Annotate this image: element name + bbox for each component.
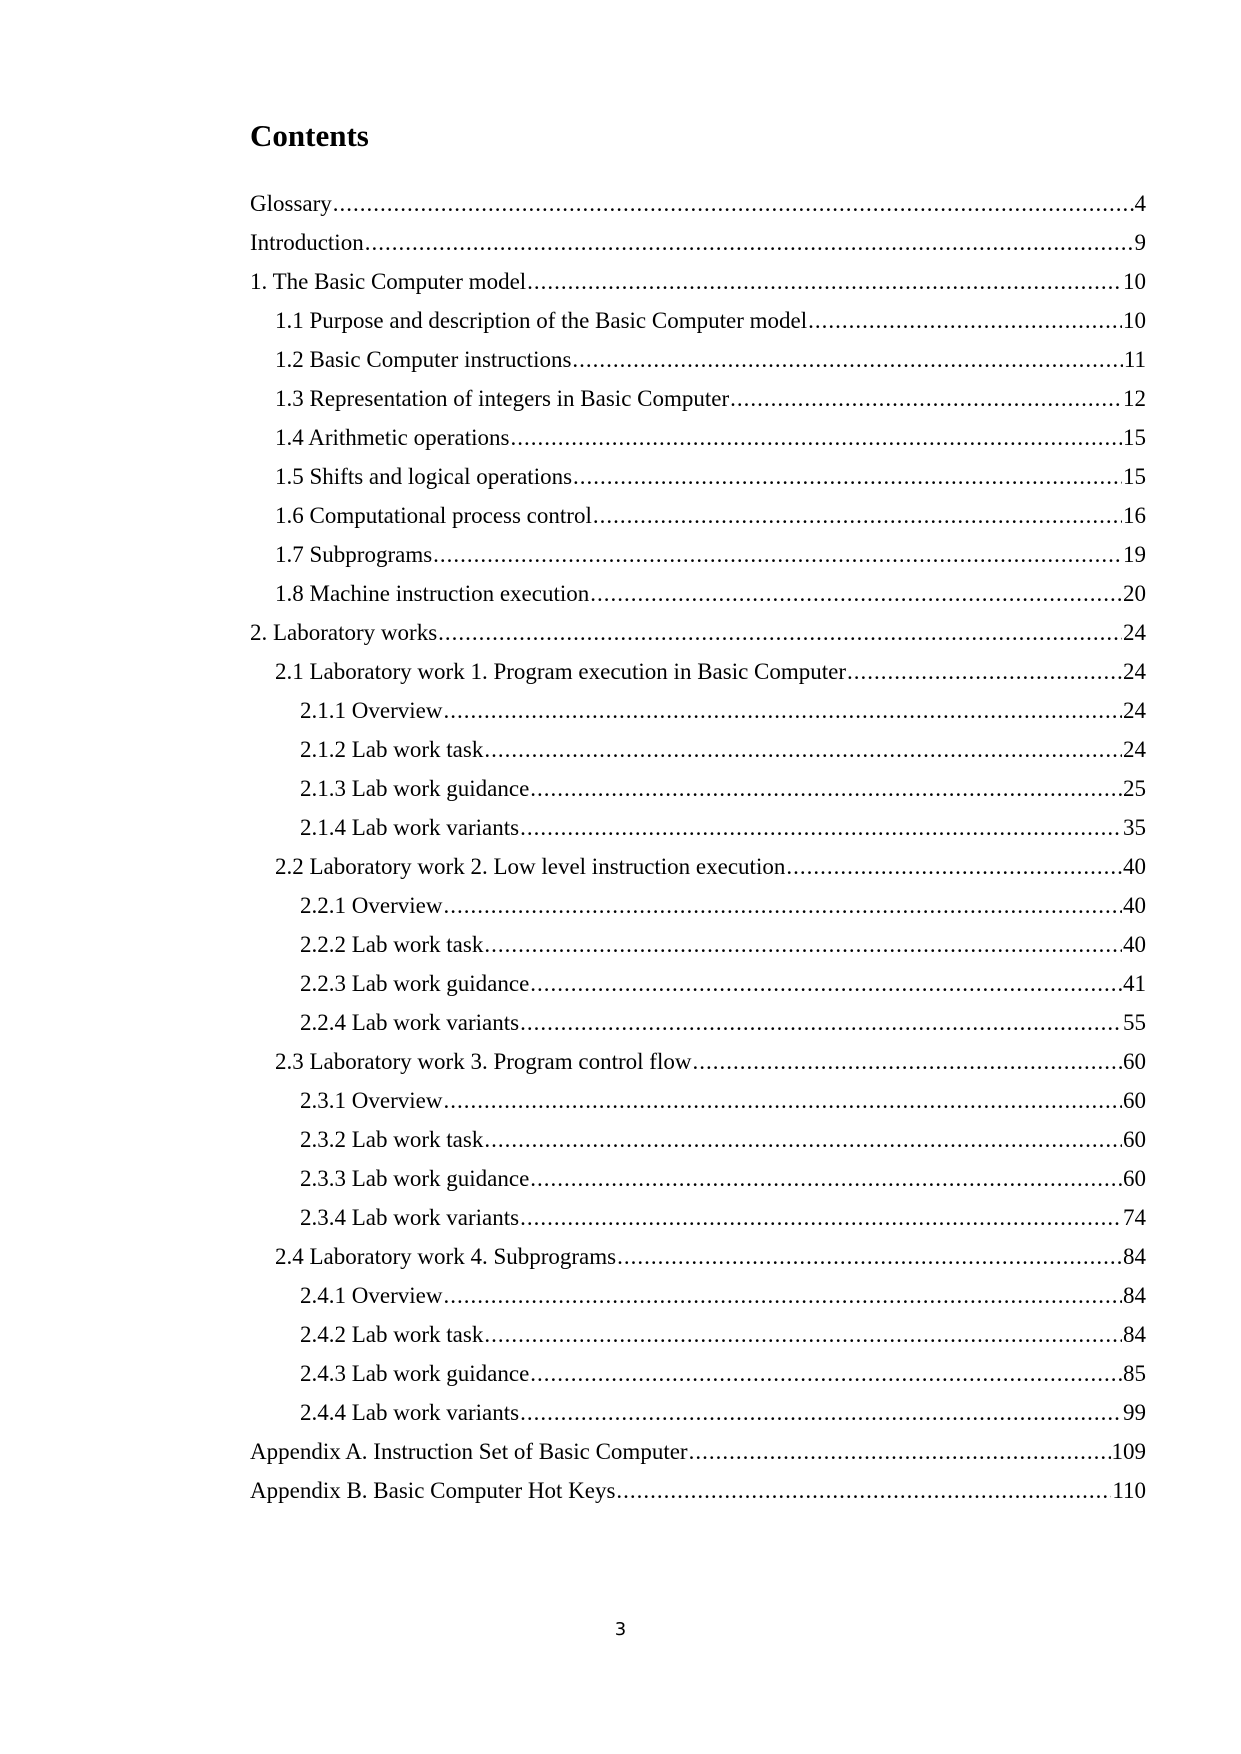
toc-entry[interactable] (250, 925, 1146, 964)
toc-entry-label: 2.3.2 Lab work task (300, 1127, 484, 1152)
page-title: Contents (250, 118, 369, 153)
toc-dot-leader (692, 1042, 1122, 1081)
toc-entry[interactable] (250, 886, 1146, 925)
toc-dot-leader (530, 1159, 1122, 1198)
toc-entry-label: 2.1.3 Lab work guidance (300, 776, 530, 801)
toc-entry-label: 2.4.4 Lab work variants (300, 1400, 520, 1425)
toc-entry-page-number: 60 (1123, 1127, 1146, 1152)
toc-entry[interactable] (250, 808, 1146, 847)
toc-dot-leader (689, 1432, 1111, 1471)
toc-entry[interactable] (250, 535, 1146, 574)
toc-entry-label: 2.2.2 Lab work task (300, 932, 484, 957)
toc-dot-leader (520, 1003, 1122, 1042)
toc-entry-label: 1.8 Machine instruction execution (275, 581, 590, 606)
toc-entry-label: 2.2.3 Lab work guidance (300, 971, 530, 996)
toc-entry-page-number: 40 (1123, 893, 1146, 918)
toc-entry-page-number: 24 (1123, 659, 1146, 684)
toc-dot-leader (617, 1237, 1122, 1276)
page-number: 3 (614, 1619, 627, 1640)
toc-dot-leader (572, 340, 1122, 379)
toc-dot-leader (530, 964, 1122, 1003)
toc-dot-leader (520, 808, 1122, 847)
toc-entry-page-number: 4 (1134, 191, 1146, 216)
toc-entry[interactable] (250, 769, 1146, 808)
toc-entry[interactable] (250, 496, 1146, 535)
toc-entry-page-number: 25 (1123, 776, 1146, 801)
toc-entry[interactable] (250, 223, 1146, 262)
toc-entry[interactable] (250, 1315, 1146, 1354)
toc-entry[interactable] (250, 730, 1146, 769)
toc-entry[interactable] (250, 184, 1146, 223)
toc-entry[interactable] (250, 613, 1146, 652)
toc-entry[interactable] (250, 1432, 1146, 1471)
toc-dot-leader (438, 613, 1122, 652)
toc-entry-page-number: 41 (1123, 971, 1146, 996)
toc-entry-label: 2.4.3 Lab work guidance (300, 1361, 530, 1386)
toc-entry-page-number: 60 (1123, 1088, 1146, 1113)
toc-entry-page-number: 12 (1123, 386, 1146, 411)
toc-dot-leader (484, 1120, 1122, 1159)
toc-entry-label: 2.1 Laboratory work 1. Program execution in Basic Computer (275, 659, 847, 684)
toc-entry-page-number: 84 (1123, 1283, 1146, 1308)
toc-entry-page-number: 9 (1134, 230, 1146, 255)
toc-entry[interactable] (250, 691, 1146, 730)
toc-entry-label: 2.3.3 Lab work guidance (300, 1166, 530, 1191)
toc-entry-label: 2.4.1 Overview (300, 1283, 443, 1308)
toc-entry[interactable] (250, 1276, 1146, 1315)
toc-entry-page-number: 74 (1123, 1205, 1146, 1230)
toc-entry-label: 2.2.4 Lab work variants (300, 1010, 520, 1035)
toc-entry-page-number: 40 (1123, 932, 1146, 957)
toc-entry-page-number: 10 (1123, 269, 1146, 294)
toc-entry-label: Glossary (250, 191, 332, 216)
toc-entry-page-number: 110 (1112, 1478, 1146, 1503)
toc-entry-page-number: 16 (1123, 503, 1146, 528)
toc-entry[interactable] (250, 379, 1146, 418)
toc-dot-leader (520, 1393, 1122, 1432)
toc-dot-leader (530, 769, 1122, 808)
toc-dot-leader (593, 496, 1122, 535)
toc-entry-label: 1. The Basic Computer model (250, 269, 527, 294)
toc-dot-leader (730, 379, 1122, 418)
toc-dot-leader (616, 1471, 1111, 1510)
toc-entry-label: 2.3.4 Lab work variants (300, 1205, 520, 1230)
toc-entry-label: 2.1.4 Lab work variants (300, 815, 520, 840)
toc-dot-leader (527, 262, 1122, 301)
toc-entry[interactable] (250, 574, 1146, 613)
toc-entry-page-number: 60 (1123, 1166, 1146, 1191)
toc-entry-label: 1.1 Purpose and description of the Basic Computer model (275, 308, 808, 333)
toc-entry-page-number: 19 (1123, 542, 1146, 567)
toc-entry[interactable] (250, 1159, 1146, 1198)
toc-dot-leader (786, 847, 1122, 886)
toc-entry[interactable] (250, 1003, 1146, 1042)
toc-entry-page-number: 24 (1123, 698, 1146, 723)
toc-entry-label: Appendix A. Instruction Set of Basic Computer (250, 1439, 688, 1464)
toc-entry[interactable] (250, 847, 1146, 886)
toc-entry-page-number: 11 (1123, 347, 1146, 372)
toc-entry-page-number: 20 (1123, 581, 1146, 606)
toc-entry-page-number: 24 (1123, 737, 1146, 762)
toc-entry-page-number: 55 (1123, 1010, 1146, 1035)
toc-entry[interactable] (250, 1237, 1146, 1276)
toc-entry[interactable] (250, 301, 1146, 340)
toc-entry[interactable] (250, 964, 1146, 1003)
toc-entry-page-number: 15 (1123, 464, 1146, 489)
toc-entry-label: 1.7 Subprograms (275, 542, 433, 567)
toc-entry-label: 2. Laboratory works (250, 620, 438, 645)
toc-entry[interactable] (250, 652, 1146, 691)
toc-entry[interactable] (250, 1120, 1146, 1159)
toc-entry[interactable] (250, 1042, 1146, 1081)
toc-entry-page-number: 15 (1123, 425, 1146, 450)
toc-entry-label: 2.1.1 Overview (300, 698, 443, 723)
toc-entry[interactable] (250, 418, 1146, 457)
toc-entry[interactable] (250, 457, 1146, 496)
toc-entry[interactable] (250, 1081, 1146, 1120)
toc-entry-page-number: 40 (1123, 854, 1146, 879)
toc-entry-label: 1.2 Basic Computer instructions (275, 347, 572, 372)
toc-dot-leader (573, 457, 1122, 496)
toc-dot-leader (484, 925, 1122, 964)
toc-entry-label: 1.5 Shifts and logical operations (275, 464, 573, 489)
toc-dot-leader (333, 184, 1134, 223)
toc-entry-label: 2.2.1 Overview (300, 893, 443, 918)
toc-entry[interactable] (250, 262, 1146, 301)
toc-dot-leader (530, 1354, 1122, 1393)
toc-entry-page-number: 99 (1123, 1400, 1146, 1425)
toc-entry-page-number: 35 (1123, 815, 1146, 840)
toc-dot-leader (590, 574, 1122, 613)
toc-entry-label: 2.4 Laboratory work 4. Subprograms (275, 1244, 617, 1269)
toc-entry-label: 2.2 Laboratory work 2. Low level instruction execution (275, 854, 786, 879)
toc-entry-label: 1.3 Representation of integers in Basic Computer (275, 386, 730, 411)
toc-entry-label: Introduction (250, 230, 364, 255)
toc-dot-leader (433, 535, 1122, 574)
toc-dot-leader (443, 886, 1122, 925)
toc-entry[interactable] (250, 340, 1146, 379)
toc-entry-page-number: 85 (1123, 1361, 1146, 1386)
toc-entry-label: 2.4.2 Lab work task (300, 1322, 484, 1347)
table-of-contents (250, 184, 1146, 1510)
toc-dot-leader (808, 301, 1122, 340)
toc-entry[interactable] (250, 1393, 1146, 1432)
toc-entry-label: Appendix B. Basic Computer Hot Keys (250, 1478, 616, 1503)
toc-entry-page-number: 84 (1123, 1244, 1146, 1269)
toc-entry-label: 1.6 Computational process control (275, 503, 592, 528)
toc-dot-leader (443, 1081, 1122, 1120)
toc-dot-leader (484, 1315, 1122, 1354)
toc-dot-leader (365, 223, 1134, 262)
toc-entry-page-number: 60 (1123, 1049, 1146, 1074)
toc-dot-leader (443, 691, 1122, 730)
toc-dot-leader (443, 1276, 1122, 1315)
toc-entry-label: 2.1.2 Lab work task (300, 737, 484, 762)
toc-entry-page-number: 84 (1123, 1322, 1146, 1347)
toc-dot-leader (510, 418, 1122, 457)
toc-dot-leader (520, 1198, 1122, 1237)
toc-entry-label: 2.3.1 Overview (300, 1088, 443, 1113)
toc-dot-leader (847, 652, 1122, 691)
toc-entry[interactable] (250, 1471, 1146, 1510)
toc-entry-label: 2.3 Laboratory work 3. Program control flow (275, 1049, 692, 1074)
toc-entry-page-number: 24 (1123, 620, 1146, 645)
toc-entry-label: 1.4 Arithmetic operations (275, 425, 510, 450)
toc-entry[interactable] (250, 1354, 1146, 1393)
toc-entry-page-number: 109 (1111, 1439, 1146, 1464)
toc-entry-page-number: 10 (1123, 308, 1146, 333)
toc-entry[interactable] (250, 1198, 1146, 1237)
toc-dot-leader (484, 730, 1122, 769)
